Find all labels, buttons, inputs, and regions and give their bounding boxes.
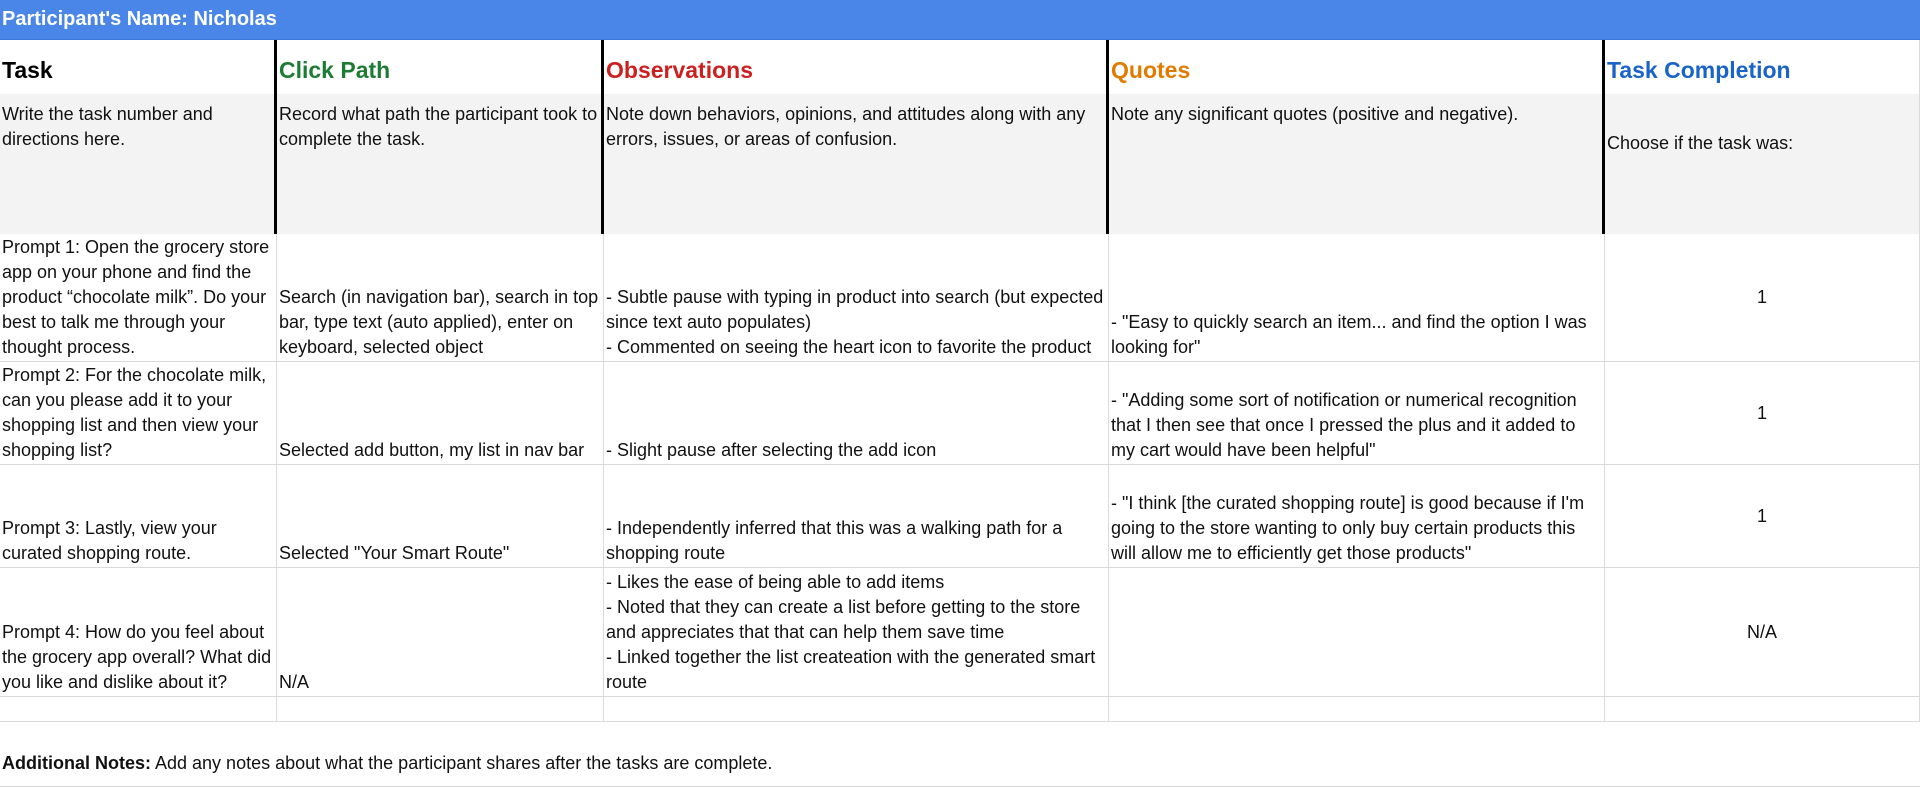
empty-cell[interactable] [604, 697, 1109, 722]
description-task-completion[interactable] [1605, 94, 1920, 234]
header-task-completion[interactable]: Task Completion [1605, 40, 1920, 94]
row4-observations[interactable]: - Likes the ease of being able to add items - Noted that they can create a list before getting to the store and appreciates that that can help them save time - Linked together the list createation with the generated smart route [604, 568, 1109, 697]
empty-cell[interactable] [1605, 697, 1920, 722]
empty-cell[interactable] [277, 697, 604, 722]
row2-observations[interactable]: - Slight pause after selecting the add icon [604, 362, 1109, 465]
row1-completion[interactable]: 1 [1605, 234, 1920, 362]
row1-observations[interactable]: - Subtle pause with typing in product into search (but expected since text auto populates) - Commented on seeing the heart icon to favorite the product [604, 234, 1109, 362]
completion-intro: Choose if the task was: [1607, 133, 1794, 153]
header-task[interactable]: Task [0, 40, 277, 94]
row3-quotes[interactable]: - "I think [the curated shopping route] is good because if I'm going to the store wanting to only buy certain products this will allow me to efficiently get those products" [1109, 465, 1605, 568]
row4-completion[interactable]: N/A [1605, 568, 1920, 697]
row4-click-path[interactable]: N/A [277, 568, 604, 697]
row4-quotes[interactable] [1109, 568, 1605, 697]
row4-task[interactable]: Prompt 4: How do you feel about the grocery app overall? What did you like and dislike about it? [0, 568, 277, 697]
empty-cell[interactable] [1109, 697, 1605, 722]
row1-quotes[interactable]: - "Easy to quickly search an item... and find the option I was looking for" [1109, 234, 1605, 362]
row2-click-path[interactable]: Selected add button, my list in nav bar [277, 362, 604, 465]
empty-cell[interactable] [0, 697, 277, 722]
row3-completion[interactable]: 1 [1605, 465, 1920, 568]
description-quotes[interactable]: Note any significant quotes (positive and negative). [1109, 94, 1605, 234]
description-click-path[interactable]: Record what path the participant took to complete the task. [277, 94, 604, 234]
additional-notes-line: Additional Notes: Add any notes about what the participant shares after the tasks are complete. [2, 753, 773, 773]
row3-click-path[interactable]: Selected "Your Smart Route" [277, 465, 604, 568]
row3-task[interactable]: Prompt 3: Lastly, view your curated shopping route. [0, 465, 277, 568]
header-observations[interactable]: Observations [604, 40, 1109, 94]
header-quotes[interactable]: Quotes [1109, 40, 1605, 94]
header-click-path[interactable]: Click Path [277, 40, 604, 94]
row3-observations[interactable]: - Independently inferred that this was a walking path for a shopping route [604, 465, 1109, 568]
description-observations[interactable]: Note down behaviors, opinions, and attitudes along with any errors, issues, or areas of confusion. [604, 94, 1109, 234]
row2-task[interactable]: Prompt 2: For the chocolate milk, can you please add it to your shopping list and then view your shopping list? [0, 362, 277, 465]
row2-quotes[interactable]: - "Adding some sort of notification or numerical recognition that I then see that once I pressed the plus and it added to my cart would have been helpful" [1109, 362, 1605, 465]
description-task[interactable]: Write the task number and directions here. [0, 94, 277, 234]
usability-notes-sheet [0, 40, 1920, 787]
row1-click-path[interactable]: Search (in navigation bar), search in top bar, type text (auto applied), enter on keyboard, selected object [277, 234, 604, 362]
participant-name-banner[interactable]: Participant's Name: Nicholas [0, 0, 1920, 40]
row2-completion[interactable]: 1 [1605, 362, 1920, 465]
additional-notes[interactable] [0, 722, 1920, 787]
row1-task[interactable]: Prompt 1: Open the grocery store app on your phone and find the product “chocolate milk”. Do your best to talk me through your thought process. [0, 234, 277, 362]
